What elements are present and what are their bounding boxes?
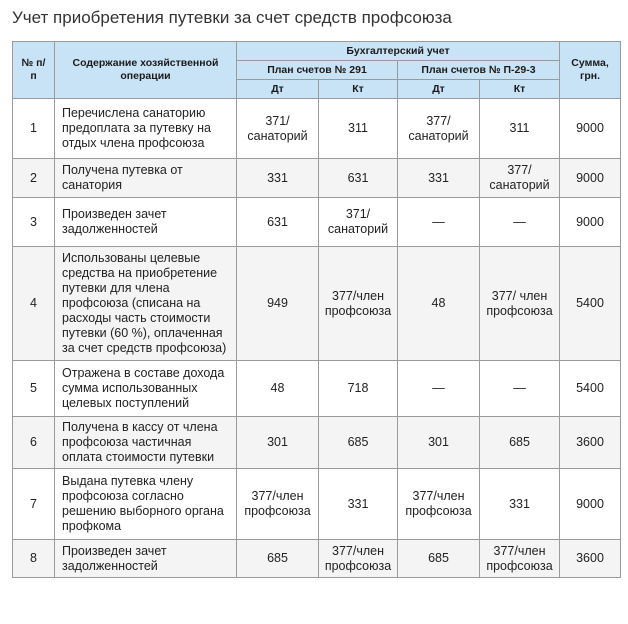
credit-p29: — <box>480 198 560 247</box>
debit-p29: 301 <box>398 417 480 469</box>
credit-p29: 311 <box>480 99 560 159</box>
row-number: 8 <box>13 540 55 578</box>
credit-291: 631 <box>319 159 398 198</box>
header-plan-291: План счетов № 291 <box>237 61 398 80</box>
operation-description: Произведен зачет задолженностей <box>55 198 237 247</box>
operation-description: Получена в кассу от члена профсоюза частичная оплата стоимости путевки <box>55 417 237 469</box>
debit-291: 631 <box>237 198 319 247</box>
credit-p29: 377/ член профсоюза <box>480 247 560 361</box>
row-number: 5 <box>13 361 55 417</box>
table-body <box>13 99 621 578</box>
credit-p29: 685 <box>480 417 560 469</box>
credit-p29: 377/член профсоюза <box>480 540 560 578</box>
credit-291: 371/ санаторий <box>319 198 398 247</box>
credit-p29: — <box>480 361 560 417</box>
row-number: 4 <box>13 247 55 361</box>
credit-291: 377/член профсоюза <box>319 540 398 578</box>
debit-291: 949 <box>237 247 319 361</box>
amount: 3600 <box>560 540 621 578</box>
credit-291: 377/член профсоюза <box>319 247 398 361</box>
operation-description: Перечислена санаторию предоплата за путевку на отдых члена профсоюза <box>55 99 237 159</box>
amount: 9000 <box>560 198 621 247</box>
debit-p29: — <box>398 198 480 247</box>
header-kt-2: Кт <box>480 80 560 99</box>
table-row <box>13 159 621 198</box>
debit-p29: 331 <box>398 159 480 198</box>
credit-291: 311 <box>319 99 398 159</box>
header-dt-2: Дт <box>398 80 480 99</box>
debit-p29: 48 <box>398 247 480 361</box>
credit-p29: 377/ санаторий <box>480 159 560 198</box>
operation-description: Выдана путевка члену профсоюза согласно решению выборного органа профкома <box>55 469 237 540</box>
amount: 5400 <box>560 247 621 361</box>
operation-description: Произведен зачет задолженностей <box>55 540 237 578</box>
row-number: 2 <box>13 159 55 198</box>
header-content: Содержание хозяйственной операции <box>55 42 237 99</box>
operation-description: Получена путевка от санатория <box>55 159 237 198</box>
table-row <box>13 198 621 247</box>
accounting-table <box>12 41 621 578</box>
amount: 9000 <box>560 99 621 159</box>
credit-291: 718 <box>319 361 398 417</box>
debit-291: 331 <box>237 159 319 198</box>
amount: 9000 <box>560 159 621 198</box>
debit-291: 377/член профсоюза <box>237 469 319 540</box>
debit-p29: 685 <box>398 540 480 578</box>
row-number: 3 <box>13 198 55 247</box>
page-title: Учет приобретения путевки за счет средств профсоюза <box>12 8 452 27</box>
debit-p29: — <box>398 361 480 417</box>
row-number: 7 <box>13 469 55 540</box>
row-number: 6 <box>13 417 55 469</box>
header-sum: Сумма, грн. <box>560 42 621 99</box>
credit-p29: 331 <box>480 469 560 540</box>
debit-291: 301 <box>237 417 319 469</box>
header-dt-1: Дт <box>237 80 319 99</box>
debit-p29: 377/член профсоюза <box>398 469 480 540</box>
credit-291: 685 <box>319 417 398 469</box>
amount: 9000 <box>560 469 621 540</box>
header-plan-p29: План счетов № П-29-3 <box>398 61 560 80</box>
amount: 3600 <box>560 417 621 469</box>
table-row <box>13 469 621 540</box>
debit-291: 48 <box>237 361 319 417</box>
amount: 5400 <box>560 361 621 417</box>
credit-291: 331 <box>319 469 398 540</box>
table-row <box>13 361 621 417</box>
debit-p29: 377/ санаторий <box>398 99 480 159</box>
debit-291: 371/ санаторий <box>237 99 319 159</box>
header-num: № п/п <box>13 42 55 99</box>
table-row <box>13 247 621 361</box>
operation-description: Использованы целевые средства на приобретение путевки для члена профсоюза (списана на расходы часть стоимости путевки (60 %), оплаченная за счет средств профсоюза) <box>55 247 237 361</box>
debit-291: 685 <box>237 540 319 578</box>
header-accounting: Бухгалтерский учет <box>237 42 560 61</box>
row-number: 1 <box>13 99 55 159</box>
operation-description: Отражена в составе дохода сумма использованных целевых поступлений <box>55 361 237 417</box>
table-row <box>13 417 621 469</box>
header-kt-1: Кт <box>319 80 398 99</box>
table-row <box>13 99 621 159</box>
table-row <box>13 540 621 578</box>
